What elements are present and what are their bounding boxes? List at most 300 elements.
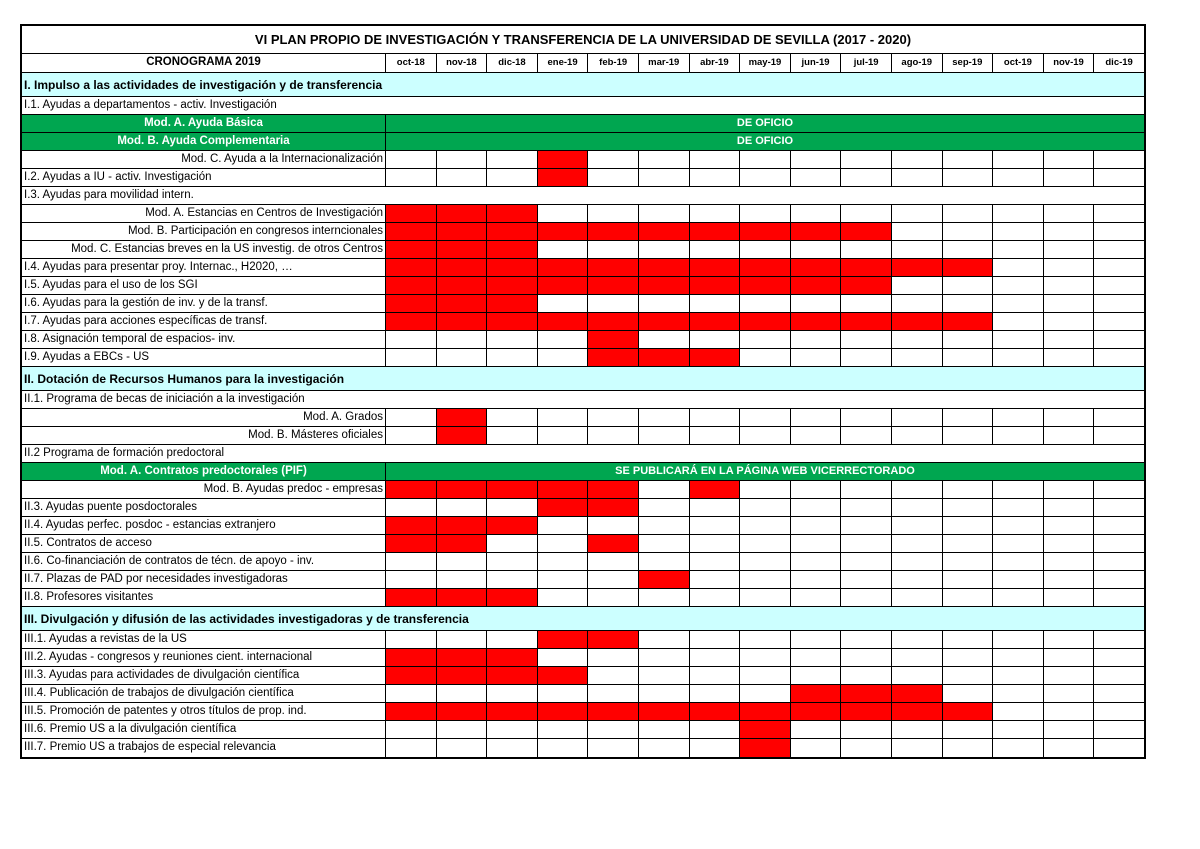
month-cell: [1094, 535, 1144, 552]
program-row: [22, 553, 1144, 571]
active-month-cell: [588, 313, 639, 330]
month-cell: [1094, 151, 1144, 168]
month-cell: [1044, 331, 1095, 348]
month-cell: [740, 295, 791, 312]
month-cell: [1044, 535, 1095, 552]
month-cell: [740, 205, 791, 222]
month-header-cell: abr-19: [690, 54, 741, 72]
month-cell: [841, 295, 892, 312]
month-cells: [386, 259, 1144, 276]
month-cell: [588, 649, 639, 666]
month-cell: [943, 295, 994, 312]
active-month-cell: [841, 259, 892, 276]
month-cell: [690, 589, 741, 606]
month-cell: [538, 427, 589, 444]
month-cell: [1094, 553, 1144, 570]
program-label: II.4. Ayudas perfec. posdoc - estancias extranjero: [22, 517, 386, 534]
active-month-cell: [386, 535, 437, 552]
month-cell: [690, 331, 741, 348]
program-label: I.3. Ayudas para movilidad intern.: [24, 189, 194, 201]
month-cell: [1044, 481, 1095, 498]
month-cell: [993, 517, 1044, 534]
month-cell: [740, 499, 791, 516]
program-label: Mod. C. Estancias breves en la US investig. de otros Centros: [22, 241, 386, 258]
month-cell: [1044, 703, 1095, 720]
program-label: II.1. Programa de becas de iniciación a la investigación: [24, 393, 305, 405]
program-row: [22, 571, 1144, 589]
month-cell: [588, 409, 639, 426]
active-month-cell: [386, 259, 437, 276]
month-cell: [993, 241, 1044, 258]
active-month-cell: [487, 481, 538, 498]
active-month-cell: [690, 349, 741, 366]
month-cell: [690, 517, 741, 534]
month-cell: [791, 667, 842, 684]
month-cell: [639, 535, 690, 552]
month-cell: [892, 295, 943, 312]
month-cell: [437, 739, 488, 757]
month-cell: [487, 427, 538, 444]
month-cell: [892, 169, 943, 186]
active-month-cell: [437, 295, 488, 312]
month-cell: [437, 349, 488, 366]
month-cell: [943, 409, 994, 426]
month-cell: [791, 739, 842, 757]
month-cell: [1044, 571, 1095, 588]
active-month-cell: [892, 313, 943, 330]
month-cell: [1094, 259, 1144, 276]
program-label: I.6. Ayudas para la gestión de inv. y de la transf.: [22, 295, 386, 312]
month-cell: [1094, 241, 1144, 258]
active-month-cell: [487, 517, 538, 534]
month-cell: [538, 409, 589, 426]
month-cell: [993, 313, 1044, 330]
month-cell: [993, 481, 1044, 498]
month-cell: [740, 331, 791, 348]
program-row: [22, 463, 1144, 481]
month-cell: [841, 667, 892, 684]
month-cell: [740, 427, 791, 444]
month-cell: [1094, 223, 1144, 240]
program-row: [22, 427, 1144, 445]
active-month-cell: [639, 349, 690, 366]
month-cell: [892, 331, 943, 348]
program-label: I.9. Ayudas a EBCs - US: [22, 349, 386, 366]
month-cell: [690, 667, 741, 684]
month-cell: [1094, 703, 1144, 720]
month-cell: [740, 517, 791, 534]
month-cell: [943, 427, 994, 444]
month-cell: [841, 517, 892, 534]
month-cell: [841, 481, 892, 498]
month-cell: [892, 517, 943, 534]
month-cell: [892, 205, 943, 222]
section-row: [22, 607, 1144, 631]
program-row: [22, 649, 1144, 667]
month-cell: [538, 349, 589, 366]
month-cell: [841, 721, 892, 738]
month-cell: [588, 205, 639, 222]
status-band: SE PUBLICARÁ EN LA PÁGINA WEB VICERRECTORADO: [386, 463, 1144, 480]
month-cell: [588, 589, 639, 606]
active-month-cell: [487, 589, 538, 606]
active-month-cell: [487, 277, 538, 294]
active-month-cell: [487, 241, 538, 258]
month-cells: [386, 331, 1144, 348]
program-label: II.5. Contratos de acceso: [22, 535, 386, 552]
month-cell: [639, 721, 690, 738]
month-header-cell: oct-19: [993, 54, 1044, 72]
active-month-cell: [386, 703, 437, 720]
month-cell: [690, 151, 741, 168]
month-cell: [690, 241, 741, 258]
program-label: Mod. B. Ayuda Complementaria: [22, 133, 386, 150]
month-cell: [1044, 205, 1095, 222]
month-header-cell: dic-18: [487, 54, 538, 72]
month-cell: [740, 241, 791, 258]
month-cell: [943, 481, 994, 498]
month-cell: [1094, 205, 1144, 222]
month-cell: [1044, 499, 1095, 516]
month-cells: [386, 205, 1144, 222]
schedule-label: CRONOGRAMA 2019: [22, 54, 386, 72]
month-cell: [690, 739, 741, 757]
active-month-cell: [740, 739, 791, 757]
active-month-cell: [538, 313, 589, 330]
month-cell: [1044, 517, 1095, 534]
month-cells: [386, 589, 1144, 606]
month-cell: [993, 685, 1044, 702]
month-cell: [1094, 649, 1144, 666]
program-label: I.1. Ayudas a departamentos - activ. Investigación: [24, 99, 277, 111]
month-cell: [1044, 169, 1095, 186]
month-header-cell: ago-19: [892, 54, 943, 72]
active-month-cell: [639, 703, 690, 720]
program-label: III.6. Premio US a la divulgación científica: [22, 721, 386, 738]
month-cell: [740, 151, 791, 168]
month-cell: [791, 721, 842, 738]
month-cells: [386, 649, 1144, 666]
schedule-body: [22, 73, 1144, 757]
active-month-cell: [437, 313, 488, 330]
active-month-cell: [639, 313, 690, 330]
active-month-cell: [690, 223, 741, 240]
active-month-cell: [841, 313, 892, 330]
active-month-cell: [487, 313, 538, 330]
month-cell: [386, 571, 437, 588]
month-cell: [437, 151, 488, 168]
month-cell: [639, 667, 690, 684]
month-cell: [639, 499, 690, 516]
month-cell: [740, 631, 791, 648]
month-cell: [1044, 739, 1095, 757]
month-cell: [791, 205, 842, 222]
month-cell: [892, 571, 943, 588]
month-cell: [386, 427, 437, 444]
month-cell: [690, 427, 741, 444]
active-month-cell: [487, 259, 538, 276]
active-month-cell: [639, 277, 690, 294]
month-cell: [791, 631, 842, 648]
month-cell: [538, 685, 589, 702]
month-cell: [993, 649, 1044, 666]
program-label: III.1. Ayudas a revistas de la US: [22, 631, 386, 648]
month-cells: [386, 517, 1144, 534]
active-month-cell: [487, 223, 538, 240]
month-cell: [993, 553, 1044, 570]
month-cell: [892, 721, 943, 738]
month-cell: [993, 721, 1044, 738]
active-month-cell: [791, 685, 842, 702]
month-cells: [386, 313, 1144, 330]
program-label: II.3. Ayudas puente posdoctorales: [22, 499, 386, 516]
active-month-cell: [538, 223, 589, 240]
month-cell: [993, 277, 1044, 294]
active-month-cell: [538, 499, 589, 516]
month-cell: [639, 517, 690, 534]
month-cell: [1044, 685, 1095, 702]
active-month-cell: [791, 277, 842, 294]
month-cell: [791, 553, 842, 570]
month-cell: [1044, 277, 1095, 294]
active-month-cell: [437, 259, 488, 276]
status-band: DE OFICIO: [386, 133, 1144, 150]
active-month-cell: [892, 703, 943, 720]
month-cell: [487, 571, 538, 588]
month-cell: [386, 349, 437, 366]
active-month-cell: [437, 517, 488, 534]
month-cell: [487, 721, 538, 738]
month-cell: [892, 241, 943, 258]
month-cell: [588, 151, 639, 168]
month-cell: [1044, 295, 1095, 312]
active-month-cell: [943, 259, 994, 276]
month-cell: [740, 649, 791, 666]
active-month-cell: [690, 259, 741, 276]
active-month-cell: [892, 259, 943, 276]
month-cell: [1094, 169, 1144, 186]
month-cell: [1044, 667, 1095, 684]
month-cell: [538, 739, 589, 757]
month-cell: [841, 499, 892, 516]
month-cell: [639, 553, 690, 570]
active-month-cell: [487, 667, 538, 684]
month-cell: [588, 685, 639, 702]
month-cell: [487, 535, 538, 552]
active-month-cell: [841, 703, 892, 720]
month-cell: [1094, 427, 1144, 444]
month-cell: [386, 169, 437, 186]
month-cell: [993, 409, 1044, 426]
month-cell: [791, 571, 842, 588]
month-cell: [1094, 631, 1144, 648]
month-cells: [386, 427, 1144, 444]
section-row: [22, 367, 1144, 391]
month-cell: [1094, 331, 1144, 348]
month-cell: [1094, 517, 1144, 534]
month-cells: [386, 295, 1144, 312]
month-header-cell: may-19: [740, 54, 791, 72]
month-cell: [386, 631, 437, 648]
active-month-cell: [588, 259, 639, 276]
month-cell: [791, 409, 842, 426]
month-cell: [943, 205, 994, 222]
month-cell: [538, 331, 589, 348]
active-month-cell: [588, 481, 639, 498]
month-cell: [943, 277, 994, 294]
month-cell: [841, 151, 892, 168]
program-row: [22, 115, 1144, 133]
month-cell: [740, 685, 791, 702]
month-cell: [993, 205, 1044, 222]
month-cell: [690, 169, 741, 186]
month-cell: [943, 739, 994, 757]
month-cell: [386, 331, 437, 348]
month-cell: [588, 721, 639, 738]
program-row: [22, 223, 1144, 241]
active-month-cell: [538, 169, 589, 186]
month-cell: [841, 169, 892, 186]
month-cell: [740, 481, 791, 498]
month-cell: [841, 241, 892, 258]
active-month-cell: [740, 223, 791, 240]
program-label: III.7. Premio US a trabajos de especial relevancia: [22, 739, 386, 757]
month-cell: [943, 667, 994, 684]
month-cell: [943, 685, 994, 702]
active-month-cell: [639, 223, 690, 240]
month-cell: [690, 571, 741, 588]
active-month-cell: [639, 259, 690, 276]
month-cell: [892, 151, 943, 168]
month-cell: [993, 349, 1044, 366]
month-cell: [943, 571, 994, 588]
month-cell: [841, 205, 892, 222]
month-cell: [993, 427, 1044, 444]
month-cell: [1094, 409, 1144, 426]
month-cell: [437, 685, 488, 702]
month-cell: [639, 427, 690, 444]
active-month-cell: [386, 223, 437, 240]
month-cell: [841, 409, 892, 426]
active-month-cell: [437, 277, 488, 294]
active-month-cell: [740, 259, 791, 276]
month-cells: [386, 277, 1144, 294]
month-cell: [892, 409, 943, 426]
month-cell: [943, 331, 994, 348]
month-cell: [690, 631, 741, 648]
active-month-cell: [538, 703, 589, 720]
month-cell: [538, 721, 589, 738]
month-cell: [487, 151, 538, 168]
month-cell: [639, 409, 690, 426]
program-row: [22, 517, 1144, 535]
month-cells: [386, 553, 1144, 570]
month-cell: [690, 295, 741, 312]
active-month-cell: [386, 295, 437, 312]
month-cell: [791, 349, 842, 366]
month-cell: [538, 649, 589, 666]
active-month-cell: [588, 331, 639, 348]
month-cell: [386, 553, 437, 570]
month-cell: [386, 685, 437, 702]
month-cell: [588, 169, 639, 186]
month-cell: [943, 553, 994, 570]
program-row: [22, 409, 1144, 427]
month-cell: [1094, 313, 1144, 330]
month-cell: [892, 481, 943, 498]
month-cell: [943, 349, 994, 366]
month-cell: [588, 295, 639, 312]
active-month-cell: [791, 703, 842, 720]
month-cell: [841, 553, 892, 570]
program-row: [22, 331, 1144, 349]
program-label: Mod. B. Ayudas predoc - empresas: [22, 481, 386, 498]
program-row: [22, 205, 1144, 223]
month-cell: [943, 721, 994, 738]
month-cell: [1044, 313, 1095, 330]
month-cell: [791, 169, 842, 186]
active-month-cell: [943, 703, 994, 720]
program-label: Mod. A. Grados: [22, 409, 386, 426]
month-cell: [639, 631, 690, 648]
active-month-cell: [386, 517, 437, 534]
month-cell: [993, 295, 1044, 312]
month-cell: [588, 667, 639, 684]
active-month-cell: [740, 313, 791, 330]
month-cell: [993, 739, 1044, 757]
active-month-cell: [639, 571, 690, 588]
month-cell: [943, 589, 994, 606]
active-month-cell: [487, 649, 538, 666]
month-cell: [487, 739, 538, 757]
month-cell: [993, 259, 1044, 276]
month-cell: [538, 571, 589, 588]
program-row: [22, 445, 1144, 463]
active-month-cell: [386, 277, 437, 294]
active-month-cell: [386, 313, 437, 330]
month-cell: [791, 649, 842, 666]
active-month-cell: [538, 259, 589, 276]
program-label: Mod. A. Contratos predoctorales (PIF): [22, 463, 386, 480]
program-label: Mod. B. Másteres oficiales: [22, 427, 386, 444]
section-title: II. Dotación de Recursos Humanos para la investigación: [24, 372, 345, 386]
month-cell: [943, 535, 994, 552]
active-month-cell: [841, 223, 892, 240]
month-header-cell: jun-19: [791, 54, 842, 72]
month-cells: [386, 667, 1144, 684]
month-header-cell: ene-19: [538, 54, 589, 72]
program-label: III.5. Promoción de patentes y otros títulos de prop. ind.: [22, 703, 386, 720]
program-row: [22, 241, 1144, 259]
month-cell: [1044, 721, 1095, 738]
month-cells: [386, 571, 1144, 588]
active-month-cell: [740, 703, 791, 720]
month-header-cell: oct-18: [386, 54, 437, 72]
program-label: III.4. Publicación de trabajos de divulgación científica: [22, 685, 386, 702]
month-cells: [386, 223, 1144, 240]
program-row: [22, 349, 1144, 367]
program-row: [22, 277, 1144, 295]
month-cell: [1044, 427, 1095, 444]
month-cell: [690, 205, 741, 222]
month-cell: [791, 589, 842, 606]
schedule-table: [20, 24, 1146, 759]
month-cells: [386, 241, 1144, 258]
active-month-cell: [487, 205, 538, 222]
month-cell: [993, 331, 1044, 348]
month-cell: [1094, 739, 1144, 757]
month-cell: [1094, 571, 1144, 588]
